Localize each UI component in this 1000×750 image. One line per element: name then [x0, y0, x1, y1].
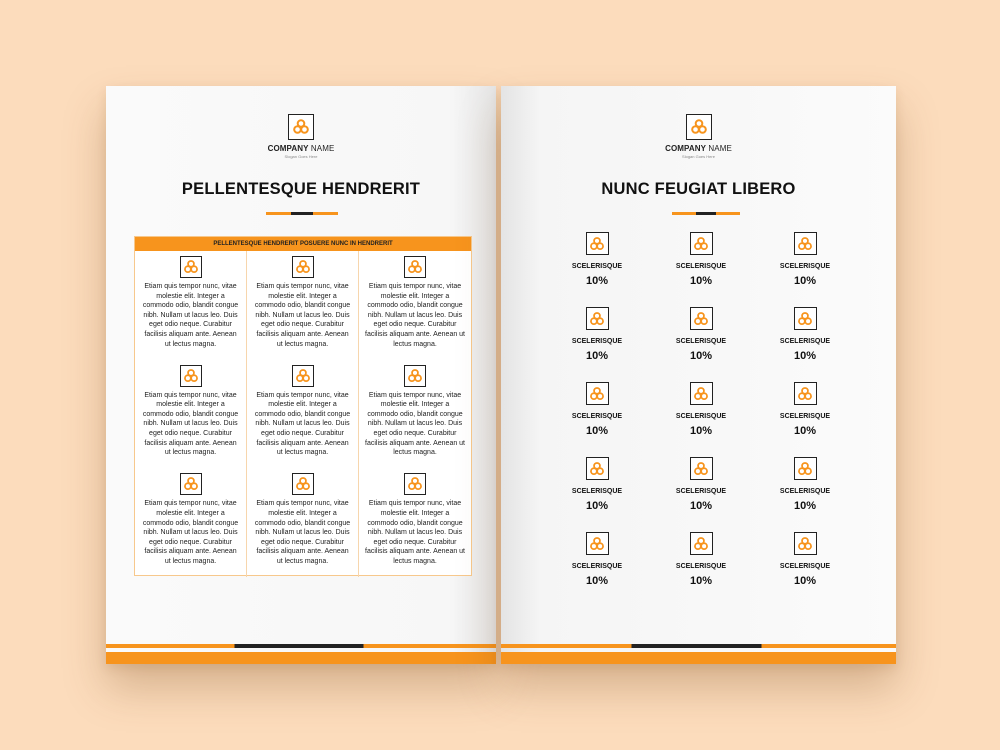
stat-item — [545, 307, 649, 382]
title-rule — [672, 212, 740, 215]
stat-value: 10% — [585, 349, 609, 362]
stat-label: SCELERISQUE — [779, 562, 831, 570]
stat-value: 10% — [585, 574, 609, 587]
stat-value: 10% — [793, 499, 817, 512]
stat-item — [753, 457, 857, 532]
footer-stripe — [501, 644, 896, 648]
stat-item — [649, 457, 753, 532]
stat-value: 10% — [585, 274, 609, 287]
three-circles-logo-icon — [292, 473, 314, 495]
stat-value: 10% — [689, 574, 713, 587]
stat-value: 10% — [793, 349, 817, 362]
company-name: COMPANY NAME — [267, 144, 335, 153]
table-cell — [247, 360, 359, 469]
stat-label: SCELERISQUE — [571, 262, 623, 270]
cell-text: Etiam quis tempor nunc, vitae molestie elit. Integer a commodo odio, blandit congue nibh. Nullam ut lacus leo. Duis eget odio neque. Curabitur facilisis aliquam ante. Aenean ut lectus magna. — [254, 391, 351, 457]
three-circles-logo-icon — [794, 532, 817, 555]
cell-text: Etiam quis tempor nunc, vitae molestie elit. Integer a commodo odio, blandit congue nibh. Nullam ut lacus leo. Duis eget odio neque. Curabitur facilisis aliquam ante. Aenean ut lectus magna. — [142, 283, 239, 348]
company-name: COMPANY NAME — [665, 144, 732, 153]
stat-value: 10% — [689, 424, 713, 437]
three-circles-logo-icon — [690, 382, 713, 405]
cell-text: Etiam quis tempor nunc, vitae molestie elit. Integer a commodo odio, blandit congue nibh. Nullam ut lacus leo. Duis eget odio neque. Curabitur facilisis aliquam ante. Aenean ut lectus magna. — [254, 283, 351, 348]
three-circles-logo-icon — [794, 457, 817, 480]
right-page — [501, 86, 896, 664]
cell-text: Etiam quis tempor nunc, vitae molestie elit. Integer a commodo odio, blandit congue nibh. Nullam ut lacus leo. Duis eget odio neque. Curabitur facilisis aliquam ante. Aenean ut lectus magna. — [365, 500, 466, 565]
cell-text: Etiam quis tempor nunc, vitae molestie elit. Integer a commodo odio, blandit congue nibh. Nullam ut lacus leo. Duis eget odio neque. Curabitur facilisis aliquam ante. Aenean ut lectus magna. — [254, 500, 351, 565]
stat-value: 10% — [585, 499, 609, 512]
table-cell — [359, 251, 471, 360]
stat-label: SCELERISQUE — [675, 412, 727, 420]
page-title: PELLENTESQUE HENDRERIT — [181, 180, 421, 198]
stat-label: SCELERISQUE — [779, 412, 831, 420]
stat-item — [753, 382, 857, 457]
stat-value: 10% — [689, 274, 713, 287]
three-circles-logo-icon — [586, 457, 609, 480]
stat-item — [649, 307, 753, 382]
three-circles-logo-icon — [404, 365, 426, 387]
cell-text: Etiam quis tempor nunc, vitae molestie elit. Integer a commodo odio, blandit congue nibh. Nullam ut lacus leo. Duis eget odio neque. Curabitur facilisis aliquam ante. Aenean ut lectus magna. — [142, 391, 239, 457]
three-circles-logo-icon — [690, 457, 713, 480]
stat-label: SCELERISQUE — [571, 337, 623, 345]
stat-item — [545, 382, 649, 457]
stat-value: 10% — [689, 499, 713, 512]
table-grid — [135, 251, 471, 577]
three-circles-logo-icon — [586, 232, 609, 255]
stat-item — [753, 232, 857, 307]
stat-label: SCELERISQUE — [675, 562, 727, 570]
page-title: NUNC FEUGIAT LIBERO — [601, 180, 796, 198]
table-cell — [359, 468, 471, 577]
footer-stripe — [106, 644, 496, 648]
cell-text: Etiam quis tempor nunc, vitae molestie elit. Integer a commodo odio, blandit congue nibh. Nullam ut lacus leo. Duis eget odio neque. Curabitur facilisis aliquam ante. Aenean ut lectus magna. — [365, 391, 466, 457]
three-circles-logo-icon — [690, 307, 713, 330]
table-header: PELLENTESQUE HENDRERIT POSUERE NUNC IN HENDRERIT — [135, 237, 471, 251]
stat-value: 10% — [689, 349, 713, 362]
stat-item — [753, 532, 857, 607]
three-circles-logo-icon — [794, 232, 817, 255]
stat-item — [545, 532, 649, 607]
three-circles-logo-icon — [586, 532, 609, 555]
cell-text: Etiam quis tempor nunc, vitae molestie elit. Integer a commodo odio, blandit congue nibh. Nullam ut lacus leo. Duis eget odio neque. Curabitur facilisis aliquam ante. Aenean ut lectus magna. — [142, 500, 239, 565]
stat-label: SCELERISQUE — [571, 412, 623, 420]
cell-text: Etiam quis tempor nunc, vitae molestie elit. Integer a commodo odio, blandit congue nibh. Nullam ut lacus leo. Duis eget odio neque. Curabitur facilisis aliquam ante. Aenean ut lectus magna. — [365, 283, 466, 348]
three-circles-logo-icon — [794, 382, 817, 405]
footer-bar — [106, 652, 496, 664]
three-circles-logo-icon — [690, 532, 713, 555]
stat-label: SCELERISQUE — [675, 337, 727, 345]
table-cell — [359, 360, 471, 469]
three-circles-logo-icon — [586, 307, 609, 330]
brand-block — [501, 114, 896, 159]
stat-label: SCELERISQUE — [675, 487, 727, 495]
stat-item — [545, 457, 649, 532]
slogan: Slogan Goes Here — [284, 154, 318, 159]
stat-item — [649, 532, 753, 607]
three-circles-logo-icon — [180, 473, 202, 495]
three-circles-logo-icon — [180, 365, 202, 387]
stat-value: 10% — [585, 424, 609, 437]
stat-value: 10% — [793, 424, 817, 437]
stat-label: SCELERISQUE — [779, 262, 831, 270]
table-cell — [247, 251, 359, 360]
three-circles-logo-icon — [404, 256, 426, 278]
stat-value: 10% — [793, 274, 817, 287]
footer-bar — [501, 652, 896, 664]
stat-item — [649, 232, 753, 307]
table-cell — [247, 468, 359, 577]
slogan: Slogan Goes Here — [682, 154, 715, 159]
stat-label: SCELERISQUE — [779, 487, 831, 495]
table-cell — [135, 468, 247, 577]
three-circles-logo-icon — [292, 256, 314, 278]
stat-label: SCELERISQUE — [779, 337, 831, 345]
info-table — [134, 236, 472, 576]
three-circles-logo-icon — [690, 232, 713, 255]
stats-grid — [545, 232, 857, 607]
three-circles-logo-icon — [292, 365, 314, 387]
stat-label: SCELERISQUE — [571, 562, 623, 570]
stat-value: 10% — [793, 574, 817, 587]
three-circles-logo-icon — [288, 114, 314, 140]
three-circles-logo-icon — [794, 307, 817, 330]
three-circles-logo-icon — [686, 114, 712, 140]
table-cell — [135, 360, 247, 469]
left-page — [106, 86, 496, 664]
stat-item — [545, 232, 649, 307]
table-cell — [135, 251, 247, 360]
stat-label: SCELERISQUE — [675, 262, 727, 270]
title-rule — [266, 212, 338, 215]
three-circles-logo-icon — [180, 256, 202, 278]
stat-item — [753, 307, 857, 382]
three-circles-logo-icon — [586, 382, 609, 405]
stat-label: SCELERISQUE — [571, 487, 623, 495]
brand-block — [106, 114, 496, 159]
stat-item — [649, 382, 753, 457]
three-circles-logo-icon — [404, 473, 426, 495]
